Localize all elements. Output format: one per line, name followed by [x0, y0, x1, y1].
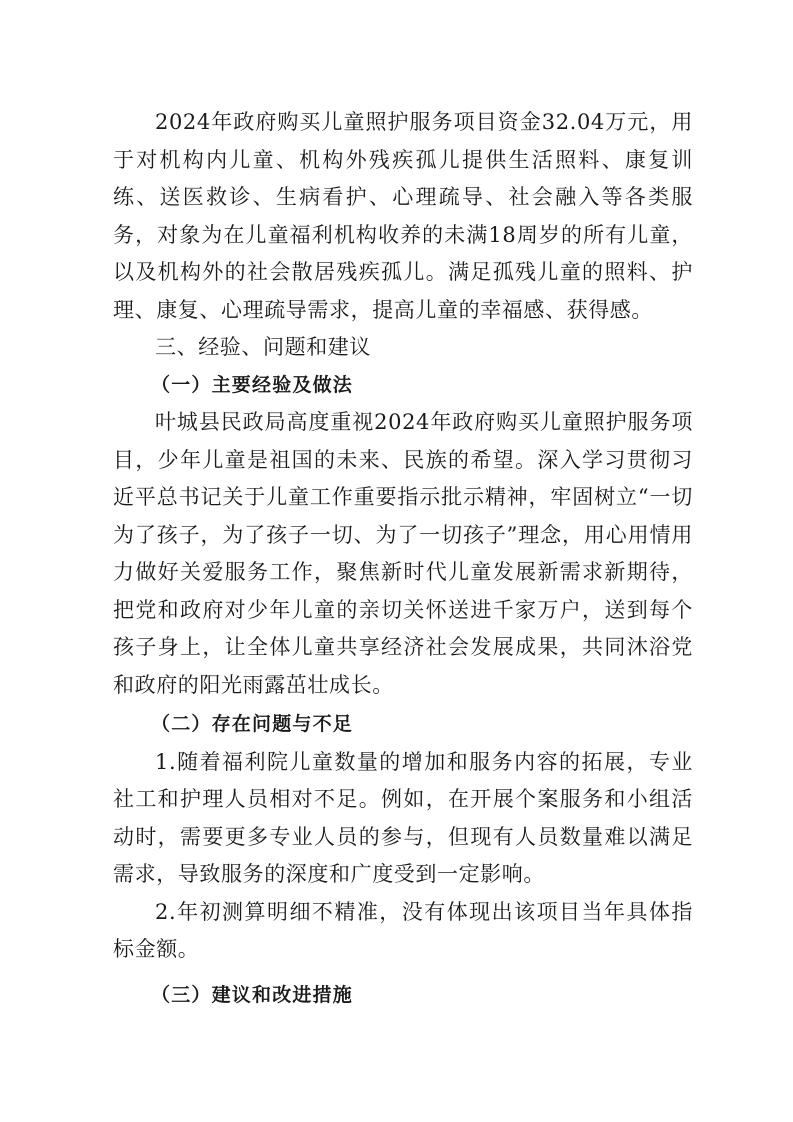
document-body	[113, 104, 693, 1014]
paragraph-funding: 2024年政府购买儿童照护服务项目资金32.04万元，用于对机构内儿童、机构外残疾孤儿提供生活照料、康复训练、送医救诊、生病看护、心理疏导、社会融入等各类服务，对象为在儿童福利机构收养的未满18周岁的所有儿童，以及机构外的社会散居残疾孤儿。满足孤残儿童的照料、护理、康复、心理疏导需求，提高儿童的幸福感、获得感。	[113, 110, 693, 322]
paragraph-problem-2: 2.年初测算明细不精准，没有体现出该项目当年具体指标金额。	[113, 899, 693, 961]
subsection-heading-suggestions: （三）建议和改进措施	[151, 983, 354, 1006]
paragraph-problem-1: 1.随着福利院儿童数量的增加和服务内容的拓展，专业社工和护理人员相对不足。例如，在开展个案服务和小组活动时，需要更多专业人员的参与，但现有人员数量难以满足需求，导致服务的深度和广度受到一定影响。	[113, 749, 693, 886]
subsection-heading-main-experience: （一）主要经验及做法	[151, 373, 354, 396]
section-heading-experience: 三、经验、问题和建议	[155, 335, 371, 359]
paragraph-experience: 叶城县民政局高度重视2024年政府购买儿童照护服务项目，少年儿童是祖国的未来、民族的希望。深入学习贯彻习近平总书记关于儿童工作重要指示批示精神，牢固树立“一切为了孩子，为了孩子一切、为了一切孩子”理念，用心用情用力做好关爱服务工作，聚焦新时代儿童发展新需求新期待，把党和政府对少年儿童的亲切关怀送进千家万户，送到每个孩子身上，让全体儿童共享经济社会发展成果，共同沐浴党和政府的阳光雨露茁壮成长。	[113, 410, 693, 697]
subsection-heading-problems: （二）存在问题与不足	[151, 713, 354, 735]
